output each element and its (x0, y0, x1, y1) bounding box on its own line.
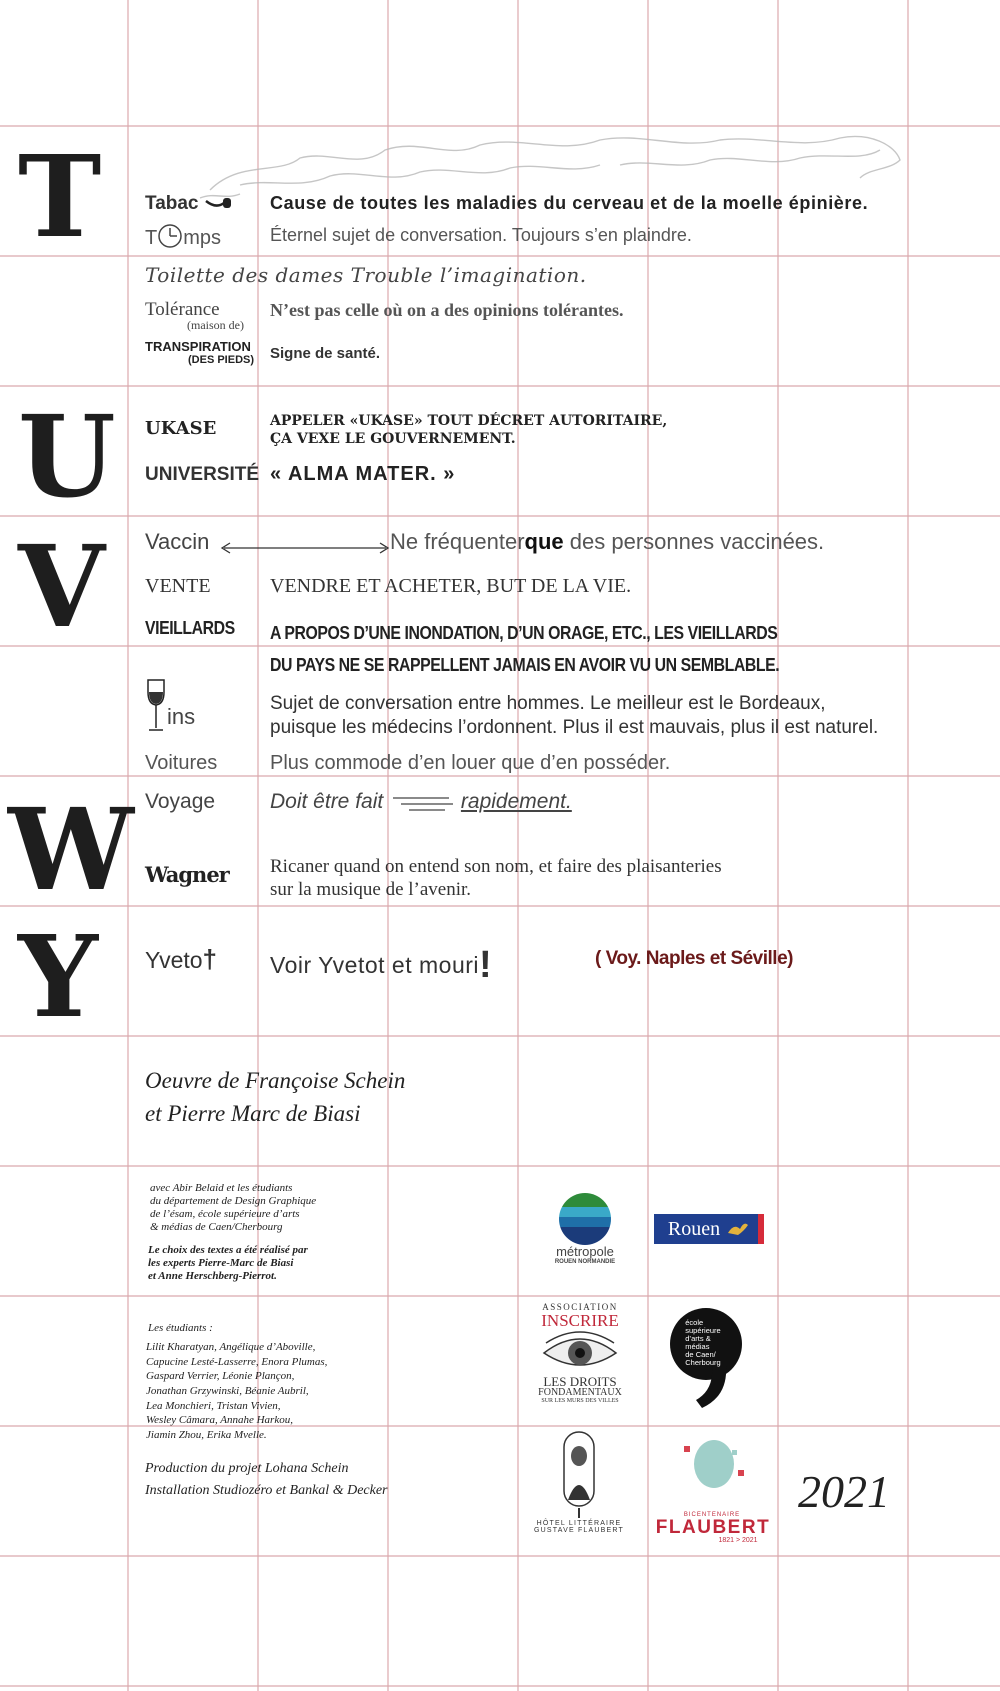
students-intro: avec Abir Belaid et les étudiants du département de Design Graphique de l’ésam, école supérieure d’arts & médias de Caen/Cherbourg (150, 1182, 317, 1233)
letter-y: Y (18, 912, 98, 1043)
entry-vaccin-def: Ne fréquenterque des personnes vaccinées. (390, 529, 825, 554)
metropole-icon (556, 1193, 614, 1245)
entry-temps-def: Éternel sujet de conversation. Toujours s’en plaindre. (270, 225, 692, 245)
letter-t: T (18, 132, 102, 263)
portrait-icon (562, 1430, 596, 1520)
entry-ukase-term: UKASE (145, 418, 217, 439)
entry-yvetot-def: Voir Yvetot et mouri! (270, 944, 493, 986)
entry-universite-def: « ALMA MATER. » (270, 463, 456, 485)
entry-tolerance-sub: (maison de) (187, 318, 244, 332)
entry-vins-term: ins (145, 678, 195, 734)
wine-glass-icon (145, 678, 167, 734)
texts-choice: Le choix des textes a été réalisé par les experts Pierre-Marc de Biasi et Anne Herschberg-Pierrot. (148, 1244, 308, 1283)
entry-tabac-def: Cause de toutes les maladies du cerveau et de la moelle épinière. (270, 193, 869, 213)
entry-vieillards-term: VIEILLARDS (145, 618, 235, 638)
metropole-logo: métropole ROUEN NORMANDIE (540, 1186, 630, 1272)
entry-vins-def: Sujet de conversation entre hommes. Le meilleur est le Bordeaux, puisque les médecins l’ordonnent. Plus il est mauvais, plus il est naturel. (270, 693, 879, 738)
entry-yvetot-term: Yveto† (145, 944, 218, 974)
entry-voitures-term: Voitures (145, 752, 218, 774)
bird-icon (726, 1219, 750, 1239)
entry-transpiration-def: Signe de santé. (270, 345, 381, 362)
entry-yvetot-ref: ( Voy. Naples et Séville) (595, 948, 793, 969)
entry-voyage-def: Doit être fait rapidement. (270, 790, 572, 813)
entry-tolerance-def: N’est pas celle où on a des opinions tolérantes. (270, 300, 624, 320)
entry-temps-term: T mps (145, 223, 221, 250)
double-arrow-icon (220, 541, 390, 555)
year: 2021 (798, 1466, 890, 1517)
entry-voitures-def: Plus commode d’en louer que d’en posséder. (270, 752, 671, 774)
esam-logo: école supérieure d’arts & médias de Caen/ Cherbourg (668, 1306, 748, 1410)
authors: Oeuvre de Françoise Schein et Pierre Marc de Biasi (145, 1068, 406, 1127)
entry-tabac-term: Tabac (145, 193, 234, 215)
map-drawing (200, 137, 900, 198)
cross-icon: † (202, 944, 218, 974)
entry-tolerance-term: Tolérance (maison de) (145, 299, 244, 332)
letter-v: V (18, 522, 105, 653)
clock-icon (157, 223, 183, 249)
entry-wagner-def: Ricaner quand on entend son nom, et faire des plaisanteries sur la musique de l’avenir. (270, 856, 722, 900)
eye-icon (540, 1329, 620, 1375)
pipe-icon (204, 195, 234, 213)
flaubert-portrait-icon (674, 1436, 754, 1492)
entry-toilette: Toilette des dames Trouble l’imagination. (145, 263, 587, 287)
entry-ukase-def: APPELER «UKASE» TOUT DÉCRET AUTORITAIRE, ÇA VEXE LE GOUVERNEMENT. (270, 413, 668, 447)
students-label: Les étudiants : (148, 1322, 213, 1334)
hotel-flaubert-logo: HÔTEL LITTÉRAIRE GUSTAVE FLAUBERT (524, 1430, 634, 1552)
entry-transpiration-term: TRANSPIRATION (DES PIEDS) (145, 339, 255, 367)
entry-vente-def: VENDRE ET ACHETER, BUT DE LA VIE. (270, 575, 632, 597)
rouen-logo: Rouen (654, 1214, 764, 1244)
flaubert-bicentenaire-logo: BICENTENAIRE FLAUBERT 1821 > 2021 (650, 1436, 776, 1552)
students-list: Lilit Kharatyan, Angélique d’Aboville, Capucine Lesté-Lasserre, Enora Plumas, Gaspard Verrier, Léonie Plançon, Jonathan Grzywinski, Béanie Aubril, Lea Monchieri, Tristan Vivien, Wesley Câmara, Annahe Harkou, Jiamin Zhou, Erika Mvelle. (146, 1341, 328, 1441)
letter-w: W (8, 785, 134, 916)
exclamation-icon: ! (479, 944, 493, 986)
speed-lines-icon (389, 790, 455, 812)
entry-vieillards-def: A PROPOS D’UNE INONDATION, D’UN ORAGE, ETC., LES VIEILLARDS DU PAYS NE SE RAPPELLENT JAMAIS EN AVOIR VU UN SEMBLABLE. (270, 623, 780, 675)
entry-vaccin-term: Vaccin (145, 529, 210, 554)
entry-transpiration-sub: (DES PIEDS) (188, 354, 255, 367)
entry-universite-term: UNIVERSITÉ (145, 464, 260, 485)
inscrire-logo: ASSOCIATION INSCRIRE LES DROITS FONDAMENTAUX SUR LES MURS DES VILLES (538, 1302, 622, 1404)
production: Production du projet Lohana Schein Installation Studiozéro et Bankal & Decker (145, 1461, 388, 1498)
entry-voyage-term: Voyage (145, 790, 216, 813)
letter-u: U (18, 392, 116, 523)
entry-wagner-term: Wagner (145, 862, 229, 887)
entry-vente-term: VENTE (145, 575, 211, 597)
